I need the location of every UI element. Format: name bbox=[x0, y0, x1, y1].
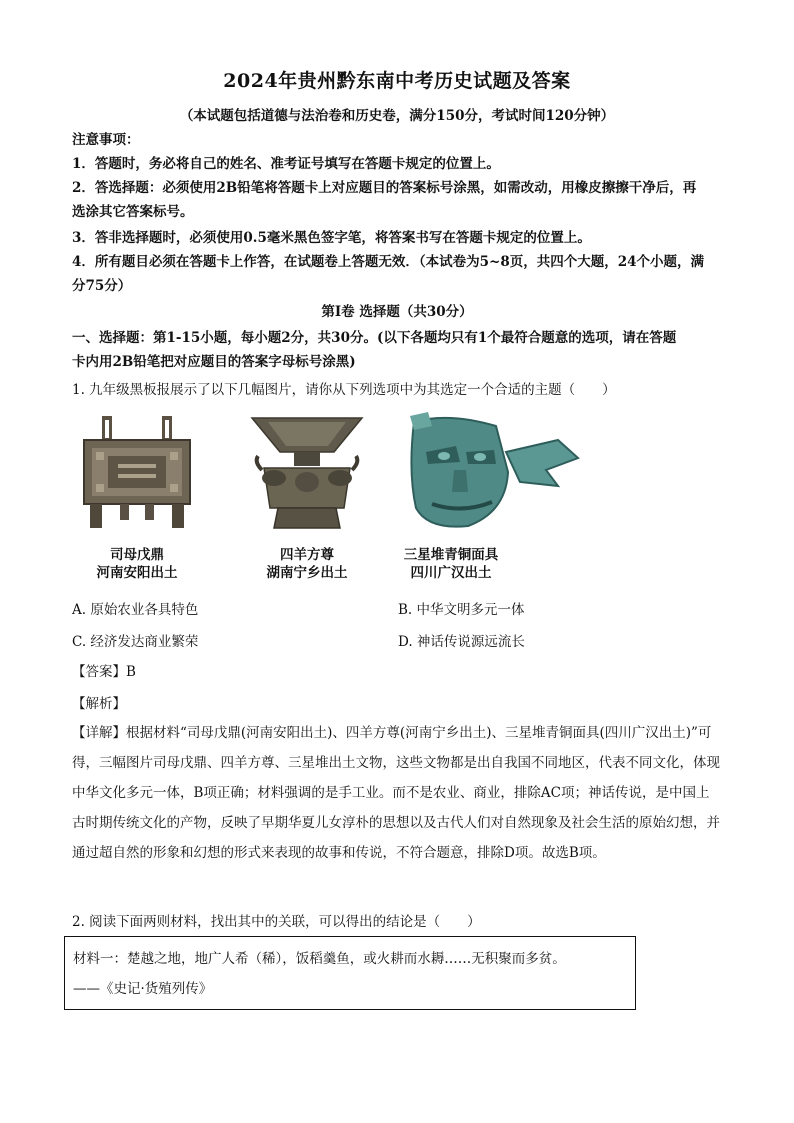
option-c: C. 经济发达商业繁荣 bbox=[72, 634, 199, 650]
question-2-stem: 2. 阅读下面两则材料，找出其中的关联，可以得出的结论是（ ） bbox=[72, 914, 481, 930]
option-b: B. 中华文明多元一体 bbox=[398, 602, 525, 618]
note-item-3: 3．答非选择题时，必须使用0.5毫米黑色签字笔，将答案书写在答题卡规定的位置上。 bbox=[72, 230, 591, 246]
notes-heading: 注意事项： bbox=[72, 132, 140, 148]
note-item-2b: 选涂其它答案标号。 bbox=[72, 204, 194, 220]
detail-paragraph: 【详解】根据材料“司母戊鼎(河南安阳出土)、四羊方尊(河南宁乡出土)、三星堆青铜面具(四川广汉出土)”可得，三幅图片司母戊鼎、四羊方尊、三星堆出土文物，这些文物都是出自我国不同地区，代表不同文化，体现中华文化多元一体，B项正确；材料强调的是手工业。而不是农业、商业，排除AC项；神话传说，是中国上古时期传统文化的产物，反映了早期华夏儿女淳朴的思想以及古代人们对自然现象及社会生活的原始幻想，并通过超自然的形象和幻想的形式来表现的故事和传说，不符合题意，排除D项。故选B项。 bbox=[72, 725, 720, 861]
page-subtitle: （本试题包括道德与法治卷和历史卷，满分150分，考试时间120分钟） bbox=[179, 108, 615, 124]
image-1-place: 河南安阳出土 bbox=[96, 565, 178, 581]
question-1-stem: 1. 九年级黑板报展示了以下几幅图片，请你从下列选项中为其选定一个合适的主题（ ） bbox=[72, 382, 616, 398]
analysis-label: 【解析】 bbox=[72, 696, 126, 712]
section-instruction-a: 一、选择题：第1-15小题，每小题2分，共30分。(以下各题均只有1个最符合题意的选项，请在答题 bbox=[72, 330, 677, 346]
note-item-4a: 4．所有题目必须在答题卡上作答，在试题卷上答题无效．（本试卷为5~8页，共四个大题，24个小题，满 bbox=[72, 254, 705, 270]
material-1-text: 材料一：楚越之地，地广人希（稀），饭稻羹鱼，或火耕而水耨……无积聚而多贫。 bbox=[73, 951, 566, 967]
note-item-2a: 2．答选择题：必须使用2B铅笔将答题卡上对应题目的答案标号涂黑，如需改动，用橡皮擦擦干净后，再 bbox=[72, 180, 697, 196]
image-1-name: 司母戊鼎 bbox=[110, 547, 164, 563]
image-3-name: 三星堆青铜面具 bbox=[403, 547, 499, 563]
image-2-place: 湖南宁乡出土 bbox=[266, 565, 348, 581]
image-1-caption bbox=[62, 546, 212, 582]
option-a: A. 原始农业各具特色 bbox=[72, 602, 199, 618]
image-3-caption bbox=[376, 546, 526, 582]
section-instruction-b: 卡内用2B铅笔把对应题目的答案字母标号涂黑) bbox=[72, 354, 356, 370]
four-goat-zun-image bbox=[248, 412, 366, 532]
image-2-name: 四羊方尊 bbox=[280, 547, 334, 563]
note-item-4b: 分75分） bbox=[72, 278, 132, 294]
material-1-source: ——《史记·货殖列传》 bbox=[73, 981, 213, 997]
section-title: 第Ⅰ卷 选择题（共30分） bbox=[321, 304, 473, 320]
image-3-place: 四川广汉出土 bbox=[410, 565, 492, 581]
note-item-1: 1．答题时，务必将自己的姓名、准考证号填写在答题卡规定的位置上。 bbox=[72, 156, 500, 172]
sanxingdui-mask-image bbox=[408, 412, 583, 532]
option-d: D. 神话传说源远流长 bbox=[398, 634, 525, 650]
answer-label: 【答案】B bbox=[72, 664, 136, 680]
image-2-caption bbox=[232, 546, 382, 582]
material-box bbox=[64, 936, 636, 1010]
page-title: 2024年贵州黔东南中考历史试题及答案 bbox=[223, 70, 571, 92]
simuwu-ding-image bbox=[78, 412, 196, 530]
